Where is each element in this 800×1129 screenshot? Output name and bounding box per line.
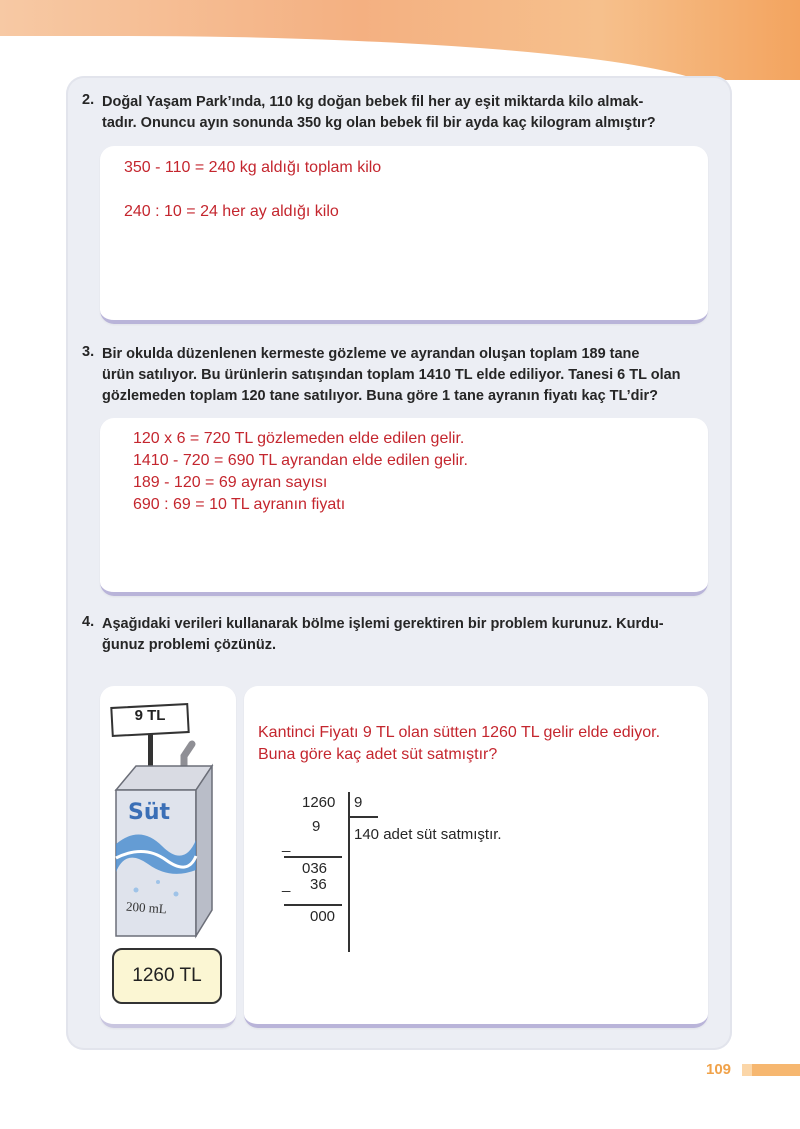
- question-2-line-1: Doğal Yaşam Park’ında, 110 kg doğan bebek fil her ay eşit miktarda kilo almak-: [102, 94, 644, 110]
- division-divisor-underline: [350, 816, 378, 818]
- question-3-answer-box: [100, 418, 708, 596]
- q2-answer-line-2: 240 : 10 = 24 her ay aldığı kilo: [124, 203, 339, 220]
- division-line-1: [284, 856, 342, 858]
- question-2-line-2: tadır. Onuncu ayın sonunda 350 kg olan bebek fil bir ayda kaç kilogram almıştır?: [102, 115, 656, 131]
- division-minus-1: _: [282, 836, 291, 853]
- carton-label: Süt: [128, 800, 171, 825]
- q3-answer-line-2: 1410 - 720 = 690 TL ayrandan elde edilen gelir.: [133, 452, 468, 469]
- price-sign-text: 9 TL: [134, 707, 166, 724]
- q3-answer-line-3: 189 - 120 = 69 ayran sayısı: [133, 474, 328, 491]
- division-remainder-2: 000: [310, 908, 336, 925]
- question-2-number: 2.: [82, 92, 95, 108]
- page-accent-bar: [752, 1064, 800, 1076]
- division-quotient: 140 adet süt satmıştır.: [354, 826, 502, 843]
- division-step-1: 9: [312, 818, 321, 835]
- q3-answer-line-1: 120 x 6 = 720 TL gözlemeden elde edilen gelir.: [133, 430, 465, 447]
- total-income-badge: 1260 TL: [112, 948, 222, 1004]
- carton-volume: 200 mL: [125, 898, 168, 917]
- question-3-line-2: ürün satılıyor. Bu ürünlerin satışından toplam 1410 TL elde ediliyor. Tanesi 6 TL olan: [102, 367, 681, 383]
- division-line-2: [284, 904, 342, 906]
- division-divisor: 9: [354, 794, 363, 811]
- page-number: 109: [706, 1061, 732, 1078]
- division-remainder-1: 036: [302, 860, 328, 877]
- division-step-2: 36: [310, 876, 327, 893]
- question-3-line-1: Bir okulda düzenlenen kermeste gözleme ve ayrandan oluşan toplam 189 tane: [102, 346, 640, 362]
- top-decorative-band: [0, 0, 800, 80]
- question-3-number: 3.: [82, 344, 95, 360]
- question-4-line-2: ğunuz problemi çözünüz.: [102, 637, 276, 653]
- question-2-answer-box: [100, 146, 708, 324]
- division-minus-2: _: [282, 876, 291, 893]
- page-accent-light: [742, 1064, 752, 1076]
- q4-problem-line-2: Buna göre kaç adet süt satmıştır?: [258, 746, 498, 763]
- q4-problem-line-1: Kantinci Fiyatı 9 TL olan sütten 1260 TL gelir elde ediyor.: [258, 724, 661, 741]
- question-4-number: 4.: [82, 614, 95, 630]
- question-4-line-1: Aşağıdaki verileri kullanarak bölme işlemi gerektiren bir problem kurunuz. Kurdu-: [102, 616, 664, 632]
- question-4-answer-box: [244, 686, 708, 1028]
- q3-answer-line-4: 690 : 69 = 10 TL ayranın fiyatı: [133, 496, 346, 513]
- question-3-line-3: gözlemeden toplam 120 tane satılıyor. Buna göre 1 tane ayranın fiyatı kaç TL’dir?: [102, 388, 658, 404]
- division-dividend: 1260: [302, 794, 336, 811]
- q2-answer-line-1: 350 - 110 = 240 kg aldığı toplam kilo: [124, 159, 382, 176]
- data-panel: [100, 686, 236, 1028]
